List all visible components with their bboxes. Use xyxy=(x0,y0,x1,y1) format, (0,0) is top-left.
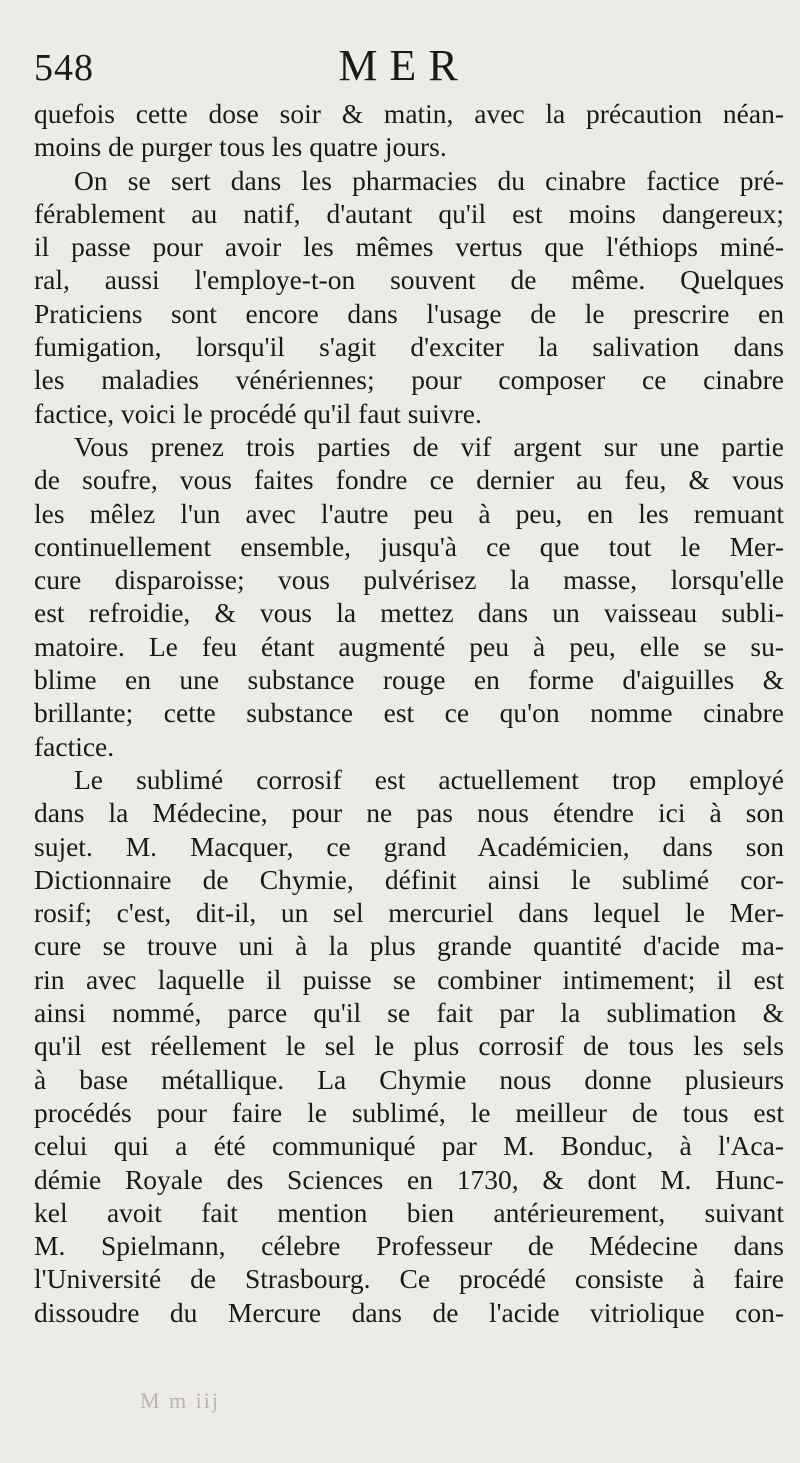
text-line: ainsi nommé, parce qu'il se fait par la sublimation & xyxy=(34,997,784,1029)
text-line: cure disparoisse; vous pulvérisez la masse, lorsqu'elle xyxy=(34,564,784,596)
text-line: les mêlez l'un avec l'autre peu à peu, en les remuant xyxy=(34,497,784,529)
text-line: l'Université de Strasbourg. Ce procédé consiste à faire xyxy=(34,1263,784,1295)
text-line: sujet. M. Macquer, ce grand Académicien, dans son xyxy=(34,830,784,862)
text-line: procédés pour faire le sublimé, le meilleur de tous est xyxy=(34,1096,784,1128)
text-line: matoire. Le feu étant augmenté peu à peu, elle se su- xyxy=(34,630,784,662)
text-line: celui qui a été communiqué par M. Bonduc, à l'Aca- xyxy=(34,1130,784,1162)
text-line: Le sublimé corrosif est actuellement trop employé xyxy=(74,763,784,795)
text-line: cure se trouve uni à la plus grande quantité d'acide ma- xyxy=(34,930,784,962)
catchword: M m iij xyxy=(140,1388,221,1413)
text-line: Dictionnaire de Chymie, définit ainsi le sublimé cor- xyxy=(34,863,784,895)
text-line: à base métallique. La Chymie nous donne plusieurs xyxy=(34,1063,784,1095)
text-line: ral, aussi l'employe-t-on souvent de même. Quelques xyxy=(34,264,784,296)
text-line: brillante; cette substance est ce qu'on nomme cinabre xyxy=(34,697,784,729)
text-line: factice, voici le procédé qu'il faut suivre. xyxy=(34,397,482,429)
text-line: quefois cette dose soir & matin, avec la précaution néan- xyxy=(34,98,784,129)
text-line: Vous prenez trois parties de vif argent sur une partie xyxy=(74,430,784,462)
text-line: continuellement ensemble, jusqu'à ce que tout le Mer- xyxy=(34,530,784,562)
text-line: il passe pour avoir les mêmes vertus que l'éthiops miné- xyxy=(34,231,784,263)
text-line: férablement au natif, d'autant qu'il est moins dangereux; xyxy=(34,197,784,229)
text-line: démie Royale des Sciences en 1730, & dont M. Hunc- xyxy=(34,1163,784,1195)
text-line: kel avoit fait mention bien antérieurement, suivant xyxy=(34,1196,784,1228)
text-line: M. Spielmann, célebre Professeur de Médecine dans xyxy=(34,1230,784,1262)
text-line: factice. xyxy=(34,730,115,762)
text-line: qu'il est réellement le sel le plus corrosif de tous les sels xyxy=(34,1030,784,1062)
text-body xyxy=(34,97,784,1329)
text-line: blime en une substance rouge en forme d'aiguilles & xyxy=(34,664,784,696)
text-line: fumigation, lorsqu'il s'agit d'exciter la salivation dans xyxy=(34,331,784,363)
text-line: dissoudre du Mercure dans de l'acide vitriolique con- xyxy=(34,1296,784,1328)
text-line: rin avec laquelle il puisse se combiner intimement; il est xyxy=(34,963,784,995)
text-line: de soufre, vous faites fondre ce dernier au feu, & vous xyxy=(34,464,784,496)
text-line: rosif; c'est, dit-il, un sel mercuriel dans lequel le Mer- xyxy=(34,897,784,929)
running-head: MER xyxy=(338,41,470,90)
text-line: On se sert dans les pharmacies du cinabre factice pré- xyxy=(74,164,784,196)
page-number: 548 xyxy=(34,47,94,89)
text-line: moins de purger tous les quatre jours. xyxy=(34,131,447,163)
page-header xyxy=(0,40,800,96)
text-line: dans la Médecine, pour ne pas nous étendre ici à son xyxy=(34,797,784,829)
text-line: Praticiens sont encore dans l'usage de le prescrire en xyxy=(34,297,784,329)
text-line: les maladies vénériennes; pour composer ce cinabre xyxy=(34,364,784,396)
text-line: est refroidie, & vous la mettez dans un vaisseau subli- xyxy=(34,597,784,629)
